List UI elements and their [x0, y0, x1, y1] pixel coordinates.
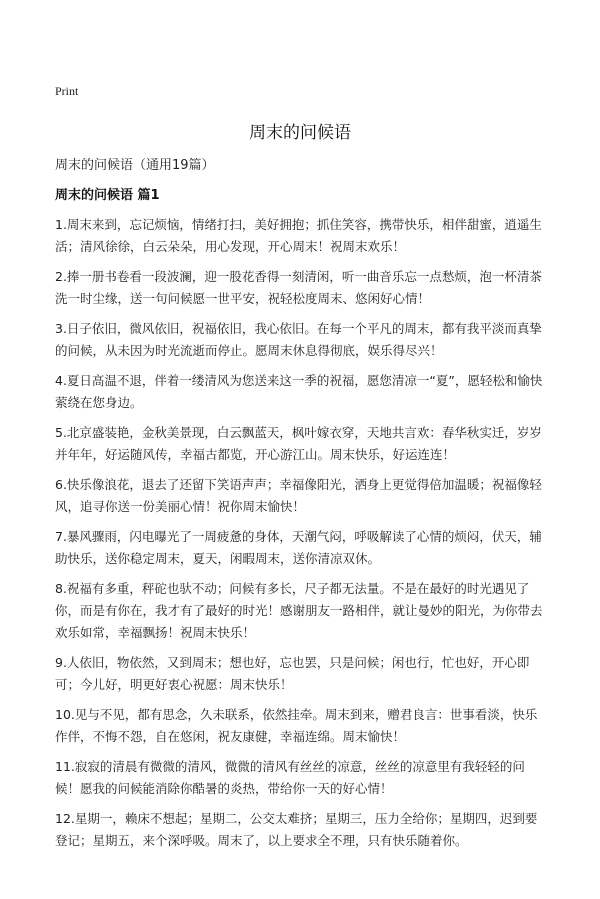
paragraph-6: 6.快乐像浪花，退去了还留下笑语声声；幸福像阳光，洒身上更觉得倍加温暖；祝福像轻风，追寻你送一份美丽心情！祝你周末愉快！ — [55, 477, 542, 514]
paragraph-5: 5.北京盛装艳，金秋美景现，白云飘蓝天，枫叶嫁衣穿，天地共言欢：春华秋实迁，岁岁并年年，好运随风传，幸福古都览，开心游江山。周末快乐，好运连连！ — [55, 425, 542, 462]
print-label: Print — [55, 84, 79, 98]
page-subtitle: 周末的问候语（通用19篇） — [55, 158, 215, 173]
paragraph-list — [55, 214, 547, 860]
paragraph-2: 2.捧一册书卷看一段波澜，迎一股花香得一刻清闲，听一曲音乐忘一点愁烦，泡一杯清茶洗一时尘缘，送一句问候愿一世平安，祝轻松度周末、悠闲好心情！ — [55, 269, 542, 306]
page-title: 周末的问候语 — [249, 123, 351, 143]
paragraph-4: 4.夏日高温不退，伴着一缕清风为您送来这一季的祝福，愿您清凉一“夏”，愿轻松和愉快萦绕在您身边。 — [55, 373, 543, 410]
paragraph-8: 8.祝福有多重，秤砣也驮不动；问候有多长，尺子都无法量。不是在最好的时光遇见了你，而是有你在，我才有了最好的时光！感谢朋友一路相伴，就让曼妙的阳光，为你带去欢乐如常，幸福飘扬！祝周末快乐！ — [55, 581, 543, 640]
section-heading: 周末的问候语 篇1 — [55, 188, 160, 203]
paragraph-9: 9.人依旧，物依然，又到周末；想也好，忘也罢，只是问候；闲也行，忙也好，开心即可；今儿好，明更好衷心祝愿：周末快乐！ — [55, 655, 530, 692]
paragraph-3: 3.日子依旧，微风依旧，祝福依旧，我心依旧。在每一个平凡的周末，都有我平淡而真挚的问候，从未因为时光流逝而停止。愿周末休息得彻底，娱乐得尽兴！ — [55, 321, 542, 358]
paragraph-12: 12.星期一，赖床不想起；星期二，公交太难挤；星期三，压力全给你；星期四，迟到要登记；星期五，来个深呼吸。周末了，以上要求全不理，只有快乐随着你。 — [55, 811, 538, 848]
paragraph-10: 10.见与不见，都有思念，久未联系，依然挂牵。周末到来，赠君良言：世事看淡，快乐作伴，不悔不怨，自在悠闲，祝友康健，幸福连绵。周末愉快！ — [55, 707, 538, 744]
paragraph-7: 7.暴风骤雨，闪电曝光了一周疲惫的身体，天潮气闷，呼吸解读了心情的烦闷，伏天，辅助快乐，送你稳定周末，夏天，闲暇周末，送你清凉双休。 — [55, 529, 542, 566]
paragraph-1: 1.周末来到，忘记烦恼，情绪打扫，美好拥抱；抓住笑容，携带快乐，相伴甜蜜，逍遥生活；清风徐徐，白云朵朵，用心发现，开心周末！祝周末欢乐！ — [55, 217, 542, 254]
paragraph-11: 11.寂寂的清晨有微微的清风，微微的清风有丝丝的凉意，丝丝的凉意里有我轻轻的问候！愿我的问候能消除你酷暑的炎热，带给你一天的好心情！ — [55, 759, 525, 796]
